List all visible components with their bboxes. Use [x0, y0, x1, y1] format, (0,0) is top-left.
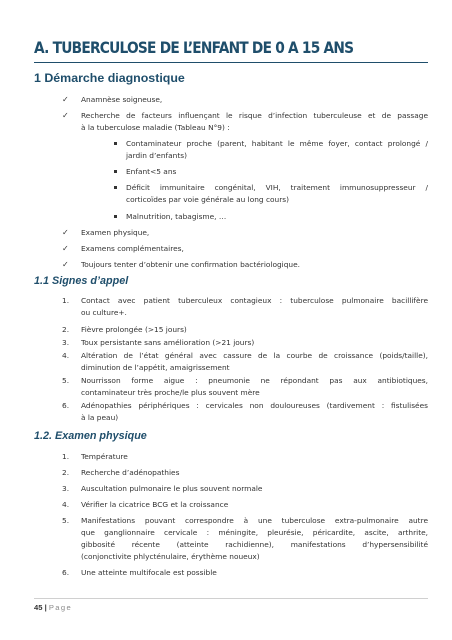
- checklist-item-continuation: à la tuberculose maladie (Tableau N°9) :: [81, 123, 230, 132]
- list-number: 2.: [62, 325, 70, 334]
- list-number: 5.: [62, 376, 70, 385]
- list-number: 3.: [62, 484, 70, 493]
- check-icon: ✓: [62, 228, 69, 237]
- sub-list-item: Contaminateur proche (parent, habitant le même foyer, contact prolongé /: [126, 139, 428, 148]
- footer-separator: |: [44, 603, 47, 612]
- checklist-item: Anamnèse soigneuse,: [81, 95, 163, 104]
- list-number: 4.: [62, 351, 70, 360]
- sub-list-item-continuation: jardin d’enfants): [126, 151, 187, 160]
- sub-list-item: Malnutrition, tabagisme, …: [126, 212, 227, 221]
- square-bullet-icon: [114, 186, 117, 189]
- numbered-item: Adénopathies périphériques : cervicales non douloureuses (tardivement : fistulisées: [81, 401, 428, 410]
- numbered-item: Manifestations pouvant correspondre à une tuberculose extra-pulmonaire autre: [81, 516, 428, 525]
- check-icon: ✓: [62, 95, 69, 104]
- check-icon: ✓: [62, 244, 69, 253]
- numbered-item-continuation: à la peau): [81, 413, 119, 422]
- list-number: 1.: [62, 452, 70, 461]
- checklist-item: Toujours tenter d’obtenir une confirmation bactériologique.: [81, 260, 301, 269]
- list-number: 5.: [62, 516, 70, 525]
- checklist-item: Recherche de facteurs influençant le risque d’infection tuberculeuse et de passage: [81, 111, 428, 120]
- page-footer: [34, 603, 72, 612]
- numbered-item-continuation: contaminateur très proche/le plus souvent mère: [81, 388, 260, 397]
- numbered-item: Fièvre prolongée (>15 jours): [81, 325, 187, 334]
- square-bullet-icon: [114, 142, 117, 145]
- numbered-item: Altération de l’état général avec cassure de la courbe de croissance (poids/taille),: [81, 351, 428, 360]
- signes-appel-heading: 1.1 Signes d’appel: [34, 275, 129, 287]
- check-icon: ✓: [62, 111, 69, 120]
- numbered-item: Nourrisson forme aigue : pneumonie ne répondant pas aux antibiotiques,: [81, 376, 428, 385]
- examen-physique-heading: 1.2. Examen physique: [34, 430, 147, 442]
- sub-list-item: Déficit immunitaire congénital, VIH, traitement immunosuppresseur /: [126, 183, 428, 192]
- numbered-item-continuation: que ganglionnaire cervicale : méningite, pleurésie, péricardite, ascite, arthrite,: [81, 528, 428, 537]
- numbered-item-continuation: ou culture+.: [81, 308, 127, 317]
- list-number: 4.: [62, 500, 70, 509]
- list-number: 6.: [62, 568, 70, 577]
- check-icon: ✓: [62, 260, 69, 269]
- sub-list-item: Enfant<5 ans: [126, 167, 177, 176]
- numbered-item: Température: [81, 452, 128, 461]
- square-bullet-icon: [114, 215, 117, 218]
- numbered-item-continuation: diminution de l’appétit, amaigrissement: [81, 363, 230, 372]
- list-number: 6.: [62, 401, 70, 410]
- numbered-item: Toux persistante sans amélioration (>21 jours): [81, 338, 255, 347]
- checklist-item: Examens complémentaires,: [81, 244, 184, 253]
- chapter-title: A. TUBERCULOSE DE L’ENFANT DE 0 A 15 ANS: [34, 38, 354, 57]
- numbered-item: Contact avec patient tuberculeux contagieux : tuberculose pulmonaire bacillifère: [81, 296, 428, 305]
- list-number: 1.: [62, 296, 70, 305]
- checklist-item: Examen physique,: [81, 228, 150, 237]
- numbered-item-continuation: (conjonctivite phlycténulaire, érythème noueux): [81, 552, 260, 561]
- numbered-item: Recherche d’adénopathies: [81, 468, 180, 477]
- list-number: 3.: [62, 338, 70, 347]
- list-number: 2.: [62, 468, 70, 477]
- footer-divider: [34, 598, 428, 599]
- section-title: 1 Démarche diagnostique: [34, 71, 185, 85]
- numbered-item: Une atteinte multifocale est possible: [81, 568, 217, 577]
- chapter-divider: [34, 62, 428, 63]
- square-bullet-icon: [114, 170, 117, 173]
- numbered-item: Auscultation pulmonaire le plus souvent normale: [81, 484, 263, 493]
- numbered-item: Vérifier la cicatrice BCG et la croissance: [81, 500, 229, 509]
- page-label: Page: [48, 603, 73, 612]
- numbered-item-continuation: gibbosité récente (atteinte rachidienne), manifestations d’hypersensibilité: [81, 540, 428, 549]
- sub-list-item-continuation: corticoïdes par voie générale au long cours): [126, 195, 289, 204]
- page-number: 45: [34, 603, 43, 612]
